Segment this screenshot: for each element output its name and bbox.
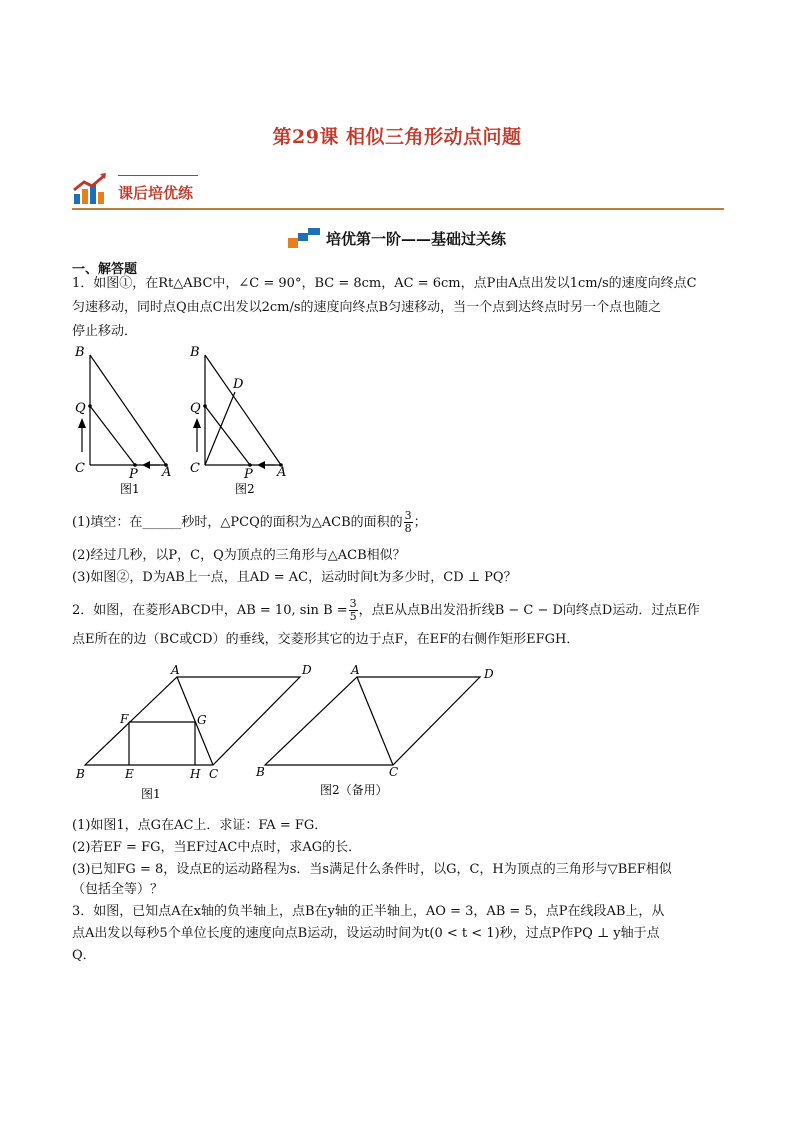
q1-sub1-numerator: 3 (404, 509, 412, 522)
q2-figure-2 (250, 660, 510, 800)
section-top-line (118, 175, 198, 176)
q2-fig2-caption: 图2（备用） (320, 783, 388, 797)
svg-text:P: P (244, 467, 253, 482)
svg-text:Q: Q (190, 401, 201, 416)
svg-text:P: P (129, 467, 138, 482)
q2-fig1-caption: 图1 (141, 787, 161, 800)
part-heading: 一、解答题 (72, 262, 138, 277)
q1-fig1-caption: 图1 (120, 482, 140, 496)
q2-line2: 点E所在的边（BC或CD）的垂线，交菱形其它的边于点F，在EF的右侧作矩形EFGH． (72, 632, 580, 647)
svg-text:H: H (190, 767, 201, 781)
svg-text:C: C (389, 765, 399, 779)
q2-numerator: 3 (349, 597, 357, 610)
growth-chart-icon (72, 172, 110, 206)
svg-text:G: G (197, 713, 207, 727)
q1-sub1-denominator: 8 (404, 522, 412, 535)
svg-text:D: D (302, 663, 312, 677)
stairs-icon (288, 228, 322, 248)
q1-sub3: (3)如图②，D为AB上一点，且AD = AC，运动时间t为多少时，CD ⊥ PQ？ (72, 570, 517, 585)
svg-text:C: C (75, 461, 85, 476)
svg-text:B: B (190, 345, 200, 360)
stage-heading (0, 228, 794, 249)
q1-sub1-end: ； (413, 515, 427, 530)
svg-text:F: F (120, 712, 129, 726)
q1-line2: 匀速移动，同时点Q由点C出发以2cm/s的速度向终点B匀速移动，当一个点到达终点时另一个点也随之 (72, 300, 662, 315)
q1-figure-2 (185, 340, 305, 500)
q2-line1 (72, 598, 724, 623)
svg-text:B: B (75, 345, 85, 360)
q2-sub3b: （包括全等）？ (72, 882, 164, 897)
q2-sub1: (1)如图1，点G在AC上．求证：FA = FG． (72, 818, 328, 833)
q3-line1: 3．如图，已知点A在x轴的负半轴上，点B在y轴的正半轴上，AO = 3，AB = 5，点P在线段AB上，从 (72, 904, 665, 919)
svg-text:A: A (171, 663, 180, 677)
svg-text:B: B (76, 767, 85, 781)
q2-denominator: 5 (349, 610, 357, 623)
svg-text:A: A (277, 465, 287, 480)
q1-sub1-text: (1)填空：在______秒时，△PCQ的面积为△ACB的面积的 (72, 515, 403, 530)
svg-text:A: A (351, 663, 360, 677)
q1-line3: 停止移动． (72, 324, 138, 339)
svg-text:E: E (125, 767, 134, 781)
svg-text:A: A (162, 465, 172, 480)
q3-line3: Q． (72, 948, 96, 963)
q3-line2: 点A出发以每秒5个单位长度的速度向点B运动，设运动时间为t(0 < t < 1)秒，过点P作PQ ⊥ y轴于点 (72, 926, 660, 941)
svg-text:D: D (484, 667, 494, 681)
q1-fig2-caption: 图2 (235, 482, 255, 496)
section-label: 课后培优练 (118, 184, 194, 202)
section-rule (72, 208, 724, 210)
svg-text:D: D (233, 377, 244, 392)
q2-sub3a: (3)已知FG = 8，设点E的运动路程为s．当s满足什么条件时，以G，C，H为顶点的三角形与▽BEF相似 (72, 862, 672, 877)
q2-line1-text: 2．如图，在菱形ABCD中，AB = 10, sin B = (72, 603, 348, 618)
q2-sine-fraction (349, 598, 358, 623)
q1-sub2: (2)经过几秒，以P，C，Q为顶点的三角形与△ACB相似？ (72, 548, 406, 563)
svg-text:C: C (190, 461, 200, 476)
svg-text:B: B (256, 765, 265, 779)
svg-text:C: C (209, 767, 219, 781)
q1-line1: 1．如图①，在Rt△ABC中，∠C = 90°，BC = 8cm，AC = 6cm，点P由A点出发以1cm/s的速度向终点C (72, 276, 697, 291)
q1-figure-1 (70, 340, 190, 500)
stage-label: 培优第一阶——基础过关练 (325, 230, 506, 248)
page-title: 第29课 相似三角形动点问题 (272, 126, 522, 148)
q2-line1-end: ，点E从点B出发沿折线B − C − D向终点D运动．过点E作 (358, 603, 700, 618)
q1-sub1-fraction (404, 510, 413, 535)
svg-text:Q: Q (75, 401, 86, 416)
q1-sub1 (72, 510, 724, 535)
q2-sub2: (2)若EF = FG，当EF过AC中点时，求AG的长． (72, 840, 362, 855)
